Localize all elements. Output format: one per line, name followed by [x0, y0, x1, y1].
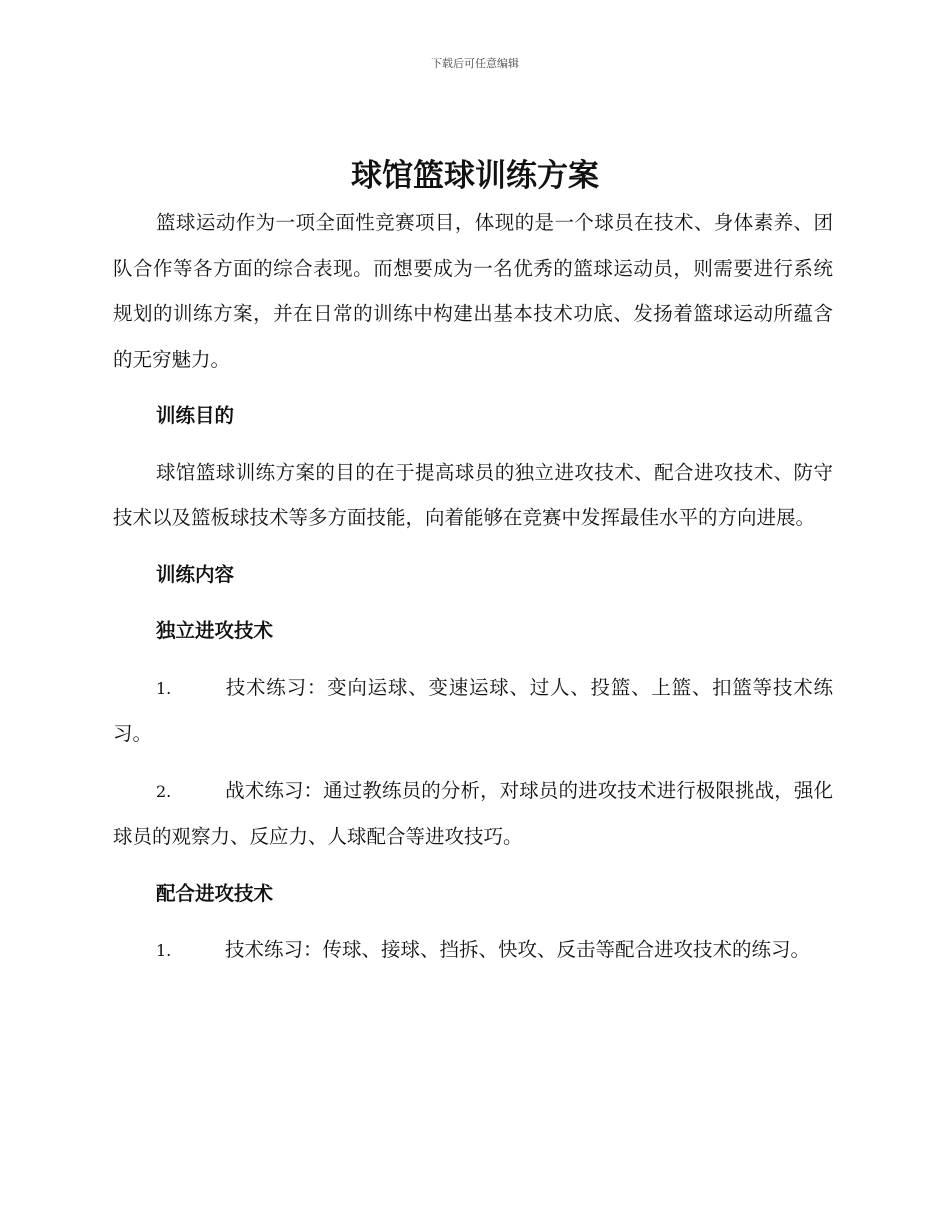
- purpose-paragraph: 球馆篮球训练方案的目的在于提高球员的独立进攻技术、配合进攻技术、防守技术以及篮板球技术等多方面技能，向着能够在竞赛中发挥最佳水平的方向进展。: [113, 460, 833, 529]
- list-number: 1.: [156, 678, 172, 698]
- team-attack-heading: 配合进攻技术: [156, 881, 274, 905]
- list-item-text: 技术练习：传球、接球、挡拆、快攻、反击等配合进攻技术的练习。: [225, 938, 811, 961]
- list-item: [113, 927, 833, 974]
- list-item-text: 技术练习：变向运球、变速运球、过人、投篮、上篮、扣篮等技术练习。: [113, 675, 833, 745]
- intro-paragraph: 篮球运动作为一项全面性竞赛项目，体现的是一个球员在技术、身体素养、团队合作等各方面的综合表现。而想要成为一名优秀的篮球运动员，则需要进行系统规划的训练方案，并在日常的训练中构建出基本技术功底、发扬着篮球运动所蕴含的无穷魅力。: [113, 211, 833, 371]
- solo-attack-heading: 独立进攻技术: [156, 619, 274, 642]
- document-title: 球馆篮球训练方案: [351, 158, 599, 194]
- content-heading: 训练内容: [156, 562, 235, 586]
- list-number: 2.: [156, 781, 172, 801]
- purpose-heading: 训练目的: [156, 404, 235, 427]
- document-body: [113, 200, 833, 985]
- list-number: 1.: [156, 941, 172, 960]
- header-note: 下载后可任意编辑: [431, 57, 519, 70]
- list-item-text: 战术练习：通过教练员的分析，对球员的进攻技术进行极限挑战，强化球员的观察力、反应力、人球配合等进攻技巧。: [113, 778, 833, 848]
- list-item: [113, 665, 833, 757]
- list-item: [113, 768, 833, 860]
